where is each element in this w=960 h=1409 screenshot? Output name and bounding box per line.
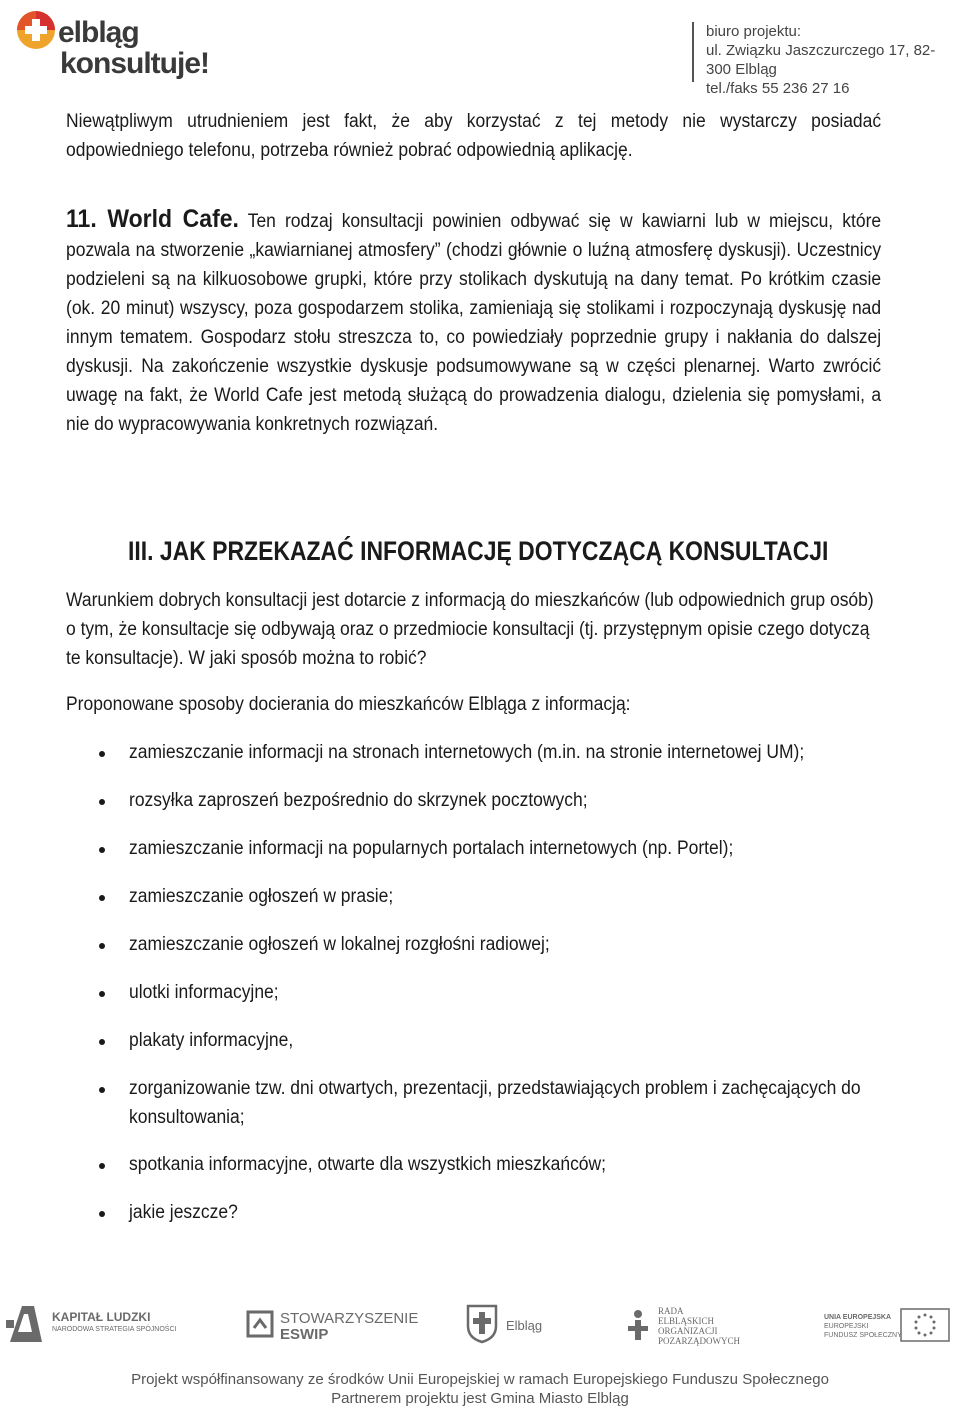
office-phone: tel./faks 55 236 27 16 <box>706 80 850 97</box>
project-office-info <box>706 22 960 98</box>
world-cafe-text: Ten rodzaj konsultacji powinien odbywać się w kawiarni lub w miejscu, które pozwala na stworzenie „kawiarnianej atmosfery” (chodzi głównie o luźną atmosferę dyskusji). Uczestnicy podzieleni są na kilkuosobowe grupki, które przy stolikach dyskutują na dany temat. Po krótkim czasie (ok. 20 minut) wszyscy, poza gospodarzem stolika, zamieniają się stolikami i rozpoczynają dyskusję nad innym tematem. Gospodarz stołu streszcza to, co powiedziały poprzednie grupy i nakłania do dalszej dyskusji. Na zakończenie wszystkie dyskusje podsumowywane są w części plenarnej. Warto zwrócić uwagę na fakt, że World Cafe jest metodą służącą do prowadzenia dialogu, dzielenia się pomysłami, a nie do wypracowywania konkretnych rozwiązań. <box>66 211 882 435</box>
kapital-ludzki-logo: KAPITAŁ LUDZKI NARODOWA STRATEGIA SPÓJNOŚCI <box>6 1296 176 1352</box>
bullet-icon <box>99 1163 105 1169</box>
city-crest-icon <box>466 1304 498 1344</box>
footer-logos <box>0 1296 960 1356</box>
office-address: ul. Związku Jaszczurczego 17, 82-300 Elbląg <box>706 42 936 78</box>
eswip-icon <box>246 1310 274 1338</box>
bullet-icon <box>99 799 105 805</box>
eu-flag-icon <box>900 1308 950 1342</box>
list-intro: Proponowane sposoby docierania do mieszkańców Elbląga z informacją: <box>66 694 631 715</box>
eu-efs-logo: UNIA EUROPEJSKA EUROPEJSKI FUNDUSZ SPOŁECZNY <box>824 1296 954 1352</box>
section-heading: III. JAK PRZEKAZAĆ INFORMACJĘ DOTYCZĄCĄ KONSULTACJI <box>128 536 829 566</box>
section-paragraph: Warunkiem dobrych konsultacji jest dotarcie z informacją do mieszkańców (lub odpowiednich grup osób) o tym, że konsultacje się odbywają oraz o przedmiocie konsultacji (tj. przystępnym opisie czego dotyczą te konsultacje). W jaki sposób można to robić? <box>66 590 874 669</box>
bullet-icon <box>99 1211 105 1217</box>
kapital-ludzki-icon <box>6 1302 46 1346</box>
partner-note: Partnerem projektu jest Gmina Miasto Elbląg <box>331 1390 629 1407</box>
logo-word-elblag: elbląg <box>58 16 139 49</box>
bullet-icon <box>99 895 105 901</box>
logo-word-konsultuje: konsultuje! <box>60 47 210 80</box>
bullet-icon <box>99 847 105 853</box>
rada-ngo-logo: RADA ELBLĄSKICH ORGANIZACJI POZARZĄDOWYCH <box>626 1296 756 1352</box>
intro-paragraph: Niewątpliwym utrudnieniem jest fakt, że aby korzystać z tej metody nie wystarczy posiadać odpowiedniego telefonu, potrzeba również pobrać odpowiednią aplikację. <box>66 111 882 161</box>
cofinancing-note: Projekt współfinansowany ze środków Unii Europejskiej w ramach Europejskiego Funduszu Społecznego <box>131 1371 829 1388</box>
logo-cross-icon <box>16 10 56 50</box>
bullet-icon <box>99 1087 105 1093</box>
world-cafe-paragraph <box>66 205 881 439</box>
bullet-icon <box>99 751 105 757</box>
elblag-konsultuje-logo <box>14 8 224 84</box>
rada-cross-icon <box>626 1308 650 1342</box>
bullet-icon <box>99 991 105 997</box>
office-label: biuro projektu: <box>706 23 802 40</box>
eswip-logo: STOWARZYSZENIE ESWIP <box>246 1296 406 1352</box>
bullet-icon <box>99 1039 105 1045</box>
header-divider <box>692 22 694 82</box>
footer-note <box>0 1370 960 1408</box>
bullet-icon <box>99 943 105 949</box>
world-cafe-heading: 11. World Cafe. <box>66 205 239 233</box>
elblag-city-logo: Elbląg <box>466 1296 556 1352</box>
